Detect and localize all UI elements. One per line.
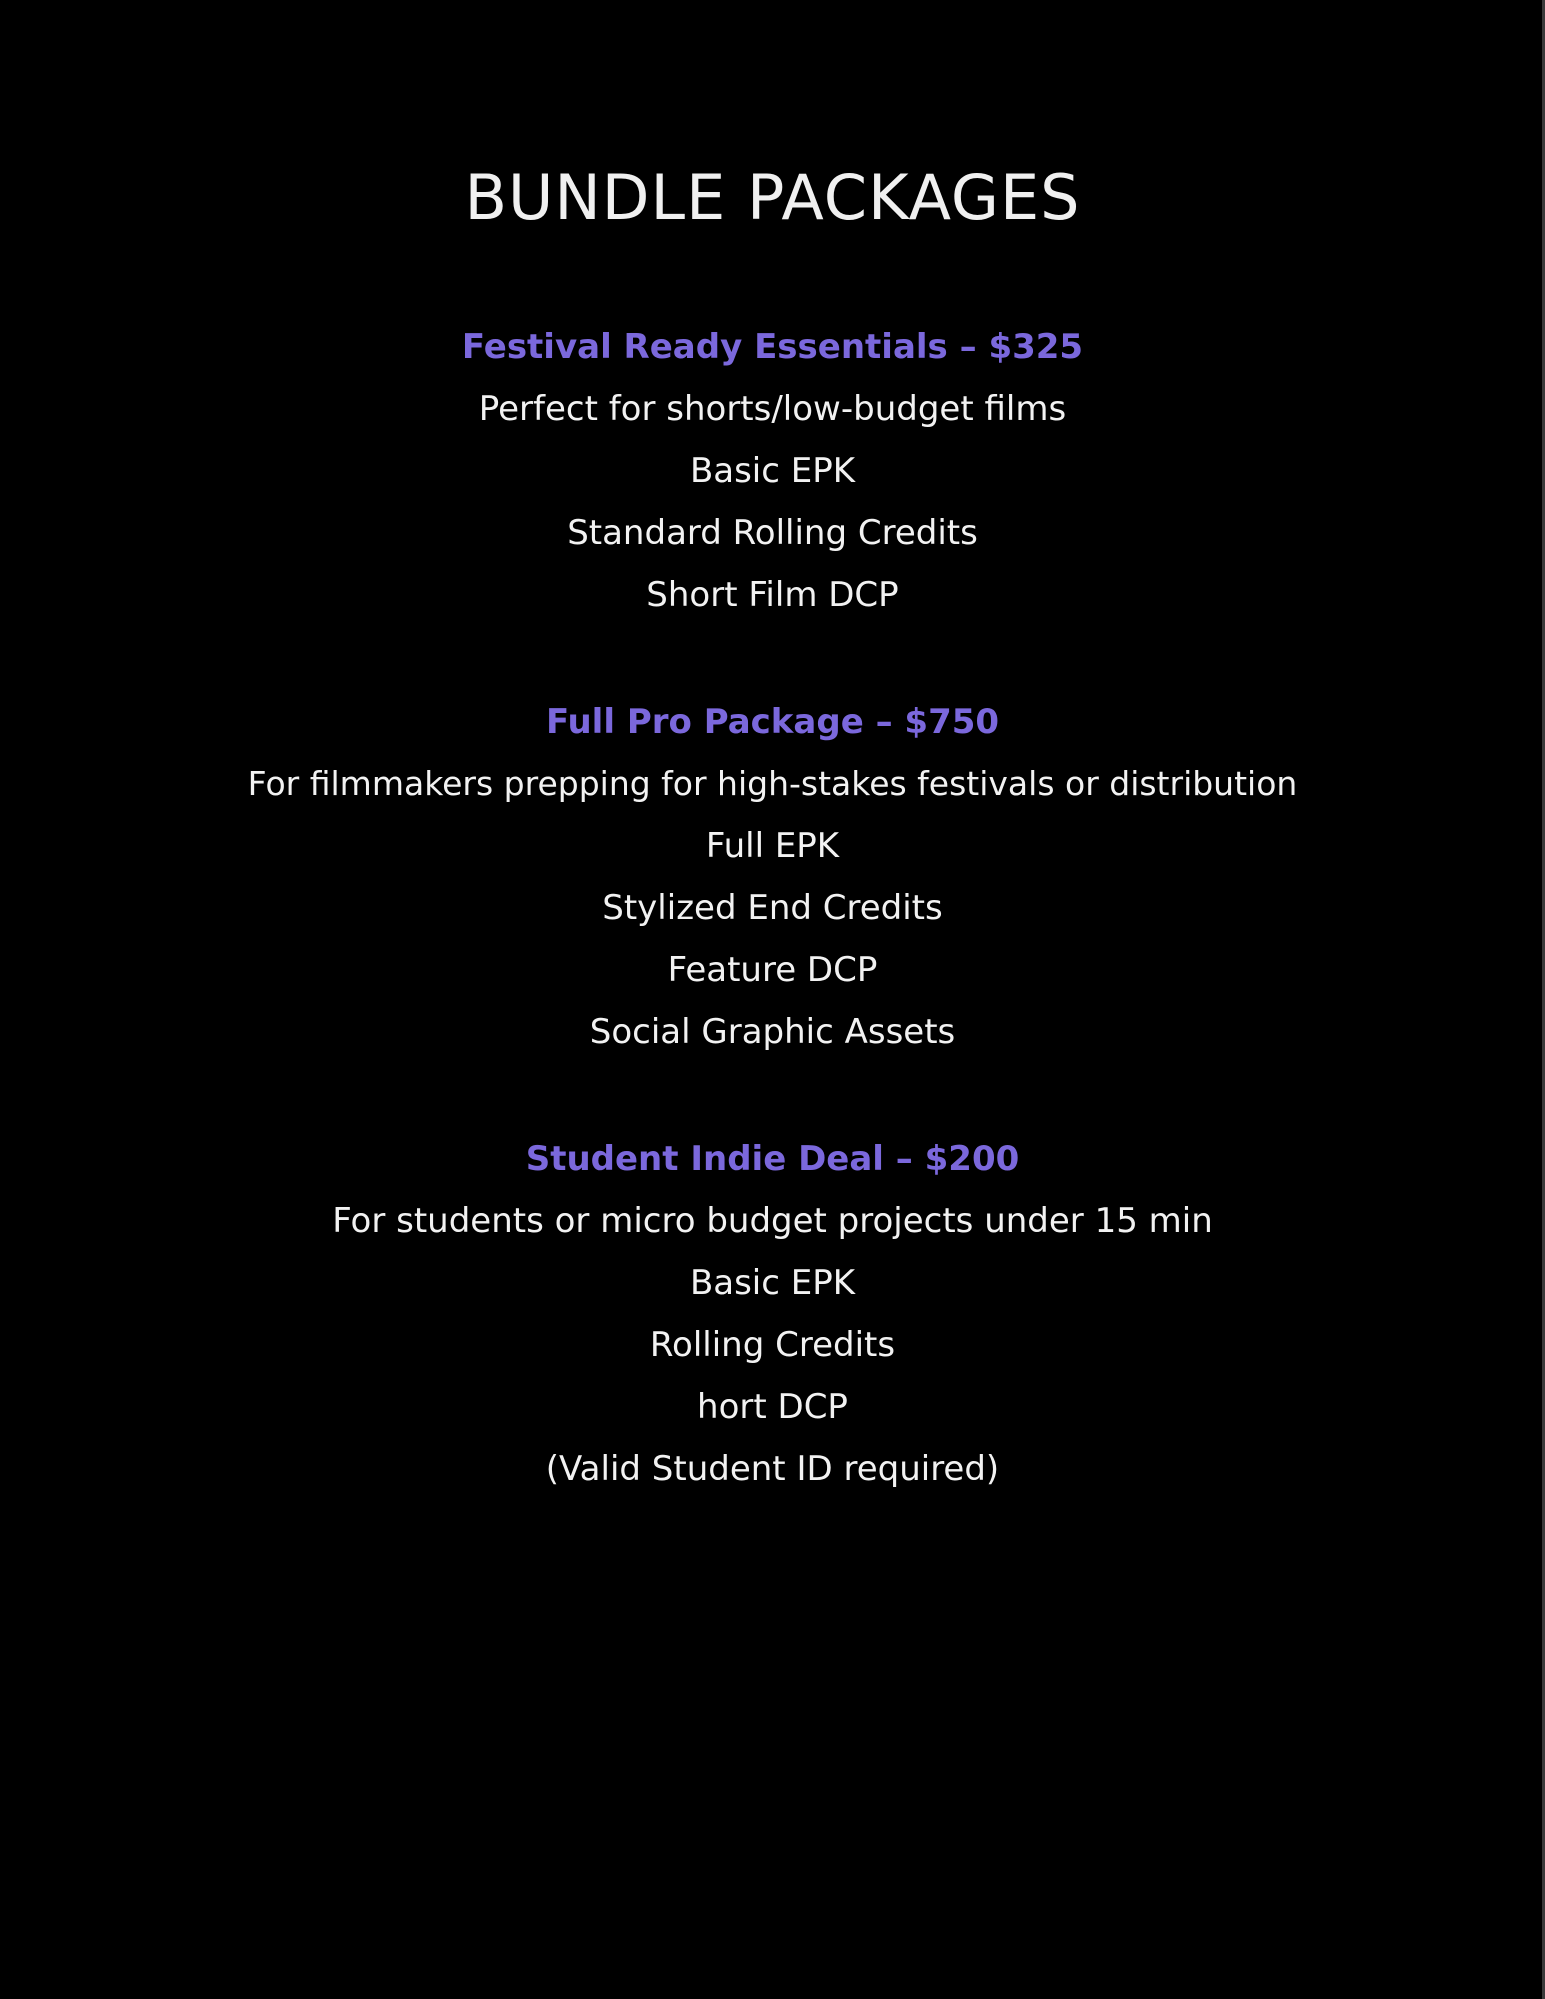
- page-title: BUNDLE PACKAGES: [464, 161, 1081, 234]
- package-description: Perfect for shorts/low-budget films: [478, 389, 1067, 429]
- package-item: hort DCP: [697, 1387, 848, 1427]
- package-heading: Full Pro Package – $750: [545, 702, 1000, 742]
- package-heading: Festival Ready Essentials – $325: [461, 327, 1084, 367]
- package-item: Standard Rolling Credits: [567, 513, 978, 553]
- package-description: For filmmakers prepping for high-stakes festivals or distribution: [247, 764, 1298, 803]
- package-item: Stylized End Credits: [602, 888, 943, 928]
- package-heading: Student Indie Deal – $200: [525, 1139, 1020, 1179]
- package-item: Social Graphic Assets: [589, 1012, 956, 1052]
- package-item: Full EPK: [705, 826, 840, 866]
- package-item: Short Film DCP: [646, 575, 899, 615]
- package-item: Basic EPK: [689, 451, 856, 491]
- package-full-pro: [0, 691, 1545, 1063]
- package-item: Rolling Credits: [649, 1325, 896, 1365]
- package-item: Basic EPK: [689, 1263, 856, 1303]
- package-festival-ready-essentials: [0, 316, 1545, 626]
- package-item: Feature DCP: [667, 950, 878, 990]
- package-note: (Valid Student ID required): [545, 1449, 1000, 1489]
- package-description: For students or micro budget projects under 15 min: [332, 1201, 1213, 1241]
- package-student-indie-deal: [0, 1128, 1545, 1500]
